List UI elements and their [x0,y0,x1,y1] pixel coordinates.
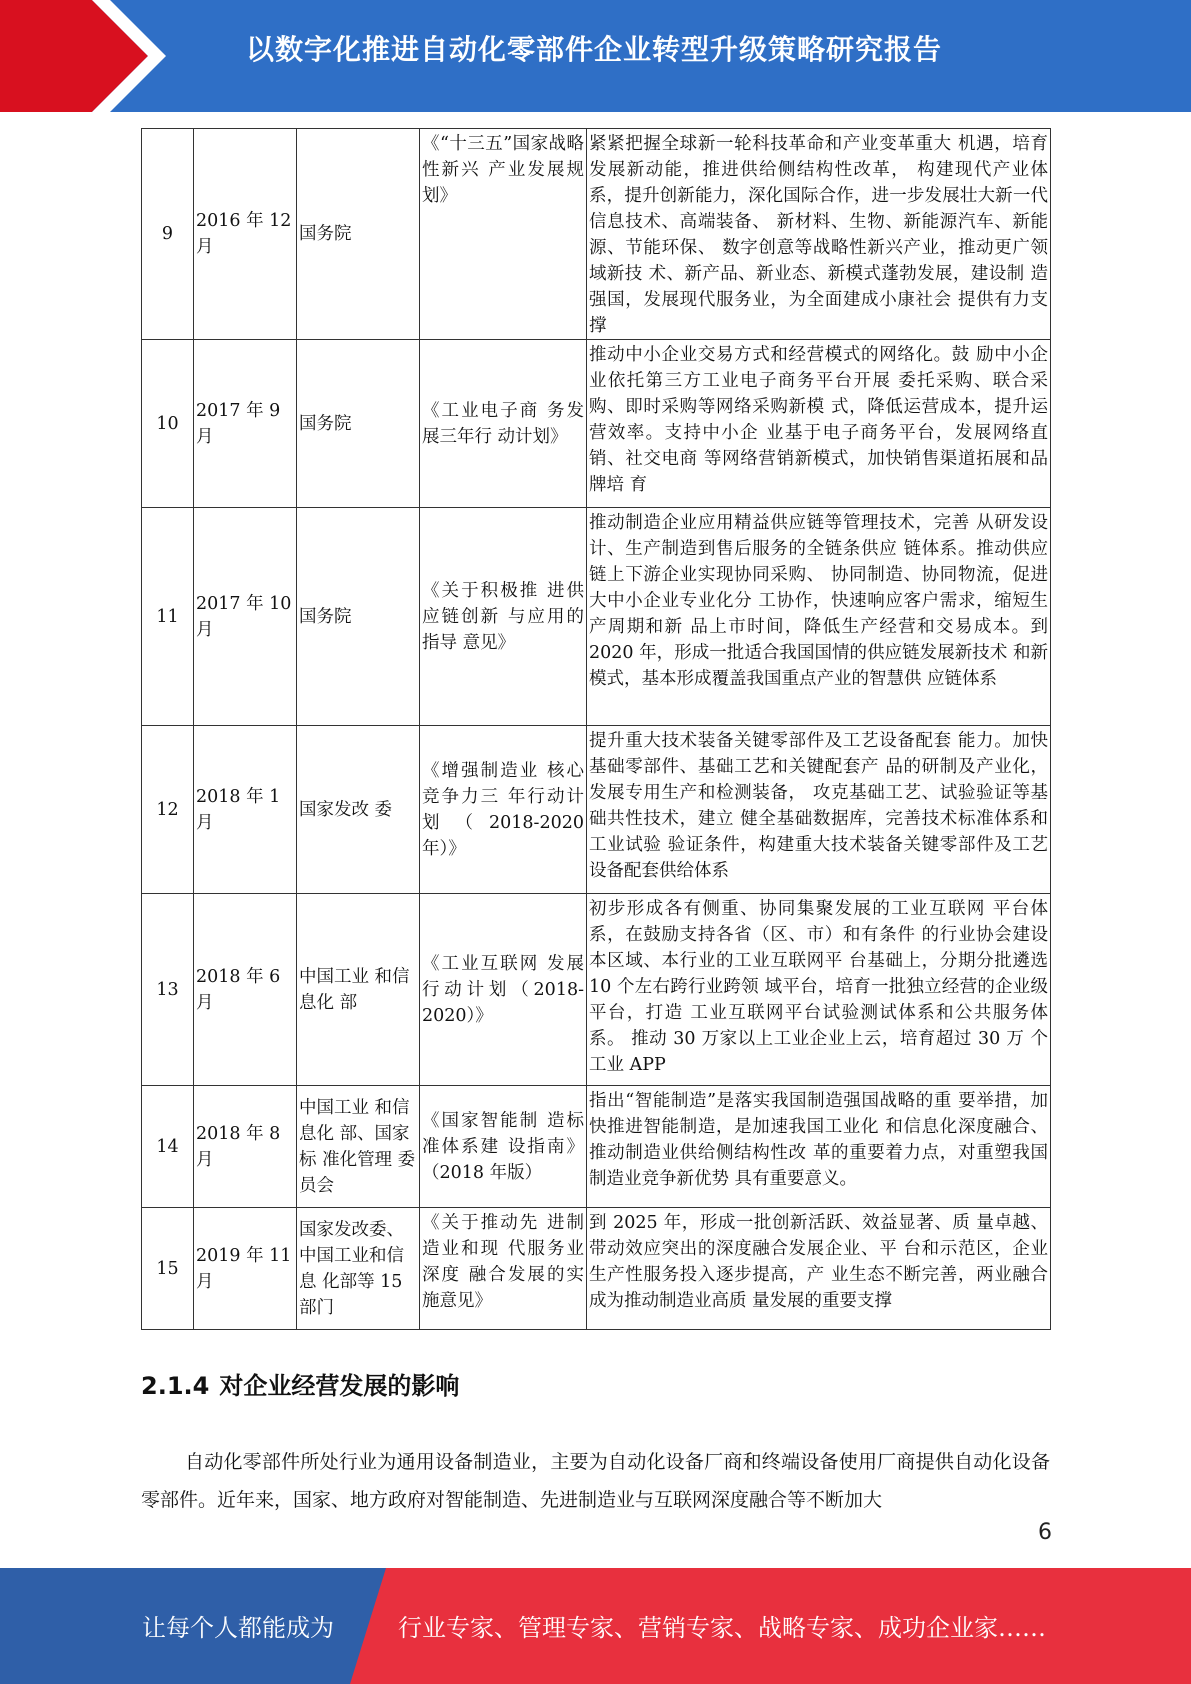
report-title: 以数字化推进自动化零部件企业转型升级策略研究报告 [246,33,943,66]
row-number: 13 [142,894,194,1086]
row-document: 《“十三五”国家战略性新兴 产业发展规划》 [420,129,587,340]
row-date: 2018 年 8 月 [194,1086,297,1208]
row-document: 《关于积极推 进供应链创新 与应用的指导 意见》 [420,508,587,726]
row-date: 2017 年 9 月 [194,340,297,508]
row-number: 9 [142,129,194,340]
row-content: 初步形成各有侧重、协同集聚发展的工业互联网 平台体系，在鼓励支持各省（区、市）和有条件 的行业协会建设本区域、本行业的工业互联网平 台基础上，分期分批遴选 10 个左右跨行业跨领 域平台，培育一批独立经营的企业级平台，打造 工业互联网平台试验测试体系和公共服务体系。 推动 30 万家以上工业企业上云，培育超过 30 万 个工业 APP [587,894,1051,1086]
row-content: 指出“智能制造”是落实我国制造强国战略的重 要举措，加快推进智能制造，是加速我国工业化 和信息化深度融合、推动制造业供给侧结构性改 革的重要着力点，对重塑我国制造业竞争新优势 具有重要意义。 [587,1086,1051,1208]
row-number: 15 [142,1208,194,1330]
body-paragraph: 自动化零部件所处行业为通用设备制造业，主要为自动化设备厂商和终端设备使用厂商提供自动化设备零部件。近年来，国家、地方政府对智能制造、先进制造业与互联网深度融合等不断加大 [141,1451,1050,1511]
row-document: 《工业电子商 务发展三年行 动计划》 [420,340,587,508]
row-date: 2017 年 10 月 [194,508,297,726]
row-document: 《工业互联网 发展行动计划（2018-2020）》 [420,894,587,1086]
section-number: 2.1.4 [141,1372,210,1400]
row-issuer: 中国工业 和信息化 部 [297,894,420,1086]
row-number: 12 [142,726,194,894]
row-document: 《增强制造业 核心竞争力三 年行动计划（2018-2020 年）》 [420,726,587,894]
table-row [142,894,1051,1086]
row-issuer: 国家发改委、中国工业和信息 化部等 15 部门 [297,1208,420,1330]
row-issuer: 中国工业 和信息化 部、国家标 准化管理 委员会 [297,1086,420,1208]
table-row [142,726,1051,894]
row-content: 推动制造企业应用精益供应链等管理技术，完善 从研发设计、生产制造到售后服务的全链条供应 链体系。推动供应链上下游企业实现协同采购、 协同制造、协同物流，促进大中小企业专业化分 工协作，快速响应客户需求，缩短生产周期和新 品上市时间，降低生产经营和交易成本。到 2020 年，形成一批适合我国国情的供应链发展新技术 和新模式，基本形成覆盖我国重点产业的智慧供 应链体系 [587,508,1051,726]
row-number: 11 [142,508,194,726]
row-date: 2019 年 11 月 [194,1208,297,1330]
row-content: 紧紧把握全球新一轮科技革命和产业变革重大 机遇，培育发展新动能，推进供给侧结构性改革， 构建现代产业体系，提升创新能力，深化国际合作，进一步发展壮大新一代信息技术、高端装备、 新材料、生物、新能源汽车、新能源、节能环保、 数字创意等战略性新兴产业，推动更广领域新技 术、新产品、新业态、新模式蓬勃发展，建设制 造强国，发展现代服务业，为全面建成小康社会 提供有力支撑 [587,129,1051,340]
row-issuer: 国务院 [297,340,420,508]
row-date: 2018 年 6 月 [194,894,297,1086]
table-row [142,1086,1051,1208]
row-number: 10 [142,340,194,508]
section-heading [141,1366,459,1401]
table-row [142,1208,1051,1330]
row-document: 《关于推动先 进制造业和现 代服务业深度 融合发展的实 施意见》 [420,1208,587,1330]
footer-slogan-left: 让每个人都能成为 [142,1614,334,1642]
table-row [142,508,1051,726]
section-title: 对企业经营发展的影响 [219,1372,460,1400]
header-banner [0,0,1191,112]
row-issuer: 国务院 [297,129,420,340]
table-row [142,129,1051,340]
policy-table [141,128,1051,1330]
row-date: 2016 年 12 月 [194,129,297,340]
row-issuer: 国家发改 委 [297,726,420,894]
row-issuer: 国务院 [297,508,420,726]
row-content: 到 2025 年，形成一批创新活跃、效益显著、质 量卓越、带动效应突出的深度融合发展企业、平 台和示范区，企业生产性服务投入逐步提高，产 业生态不断完善，两业融合成为推动制造业高质 量发展的重要支撑 [587,1208,1051,1330]
page-number: 6 [1038,1520,1052,1545]
footer-slogan-right: 行业专家、管理专家、营销专家、战略专家、成功企业家…… [398,1614,1046,1642]
row-content: 提升重大技术装备关键零部件及工艺设备配套 能力。加快基础零部件、基础工艺和关键配套产 品的研制及产业化，发展专用生产和检测装备， 攻克基础工艺、试验验证等基础共性技术，建立 健全基础数据库，完善技术标准体系和工业试验 验证条件，构建重大技术装备关键零部件及工艺 设备配套供给体系 [587,726,1051,894]
row-date: 2018 年 1 月 [194,726,297,894]
row-number: 14 [142,1086,194,1208]
footer-banner [0,1568,1191,1684]
row-document: 《国家智能制 造标准体系建 设指南》（2018 年版） [420,1086,587,1208]
row-content: 推动中小企业交易方式和经营模式的网络化。鼓 励中小企业依托第三方工业电子商务平台开展 委托采购、联合采购、即时采购等网络采购新模 式，降低运营成本，提升运营效率。支持中小企 业基于电子商务平台，发展网络直销、社交电商 等网络营销新模式，加快销售渠道拓展和品牌培 育 [587,340,1051,508]
table-row [142,340,1051,508]
